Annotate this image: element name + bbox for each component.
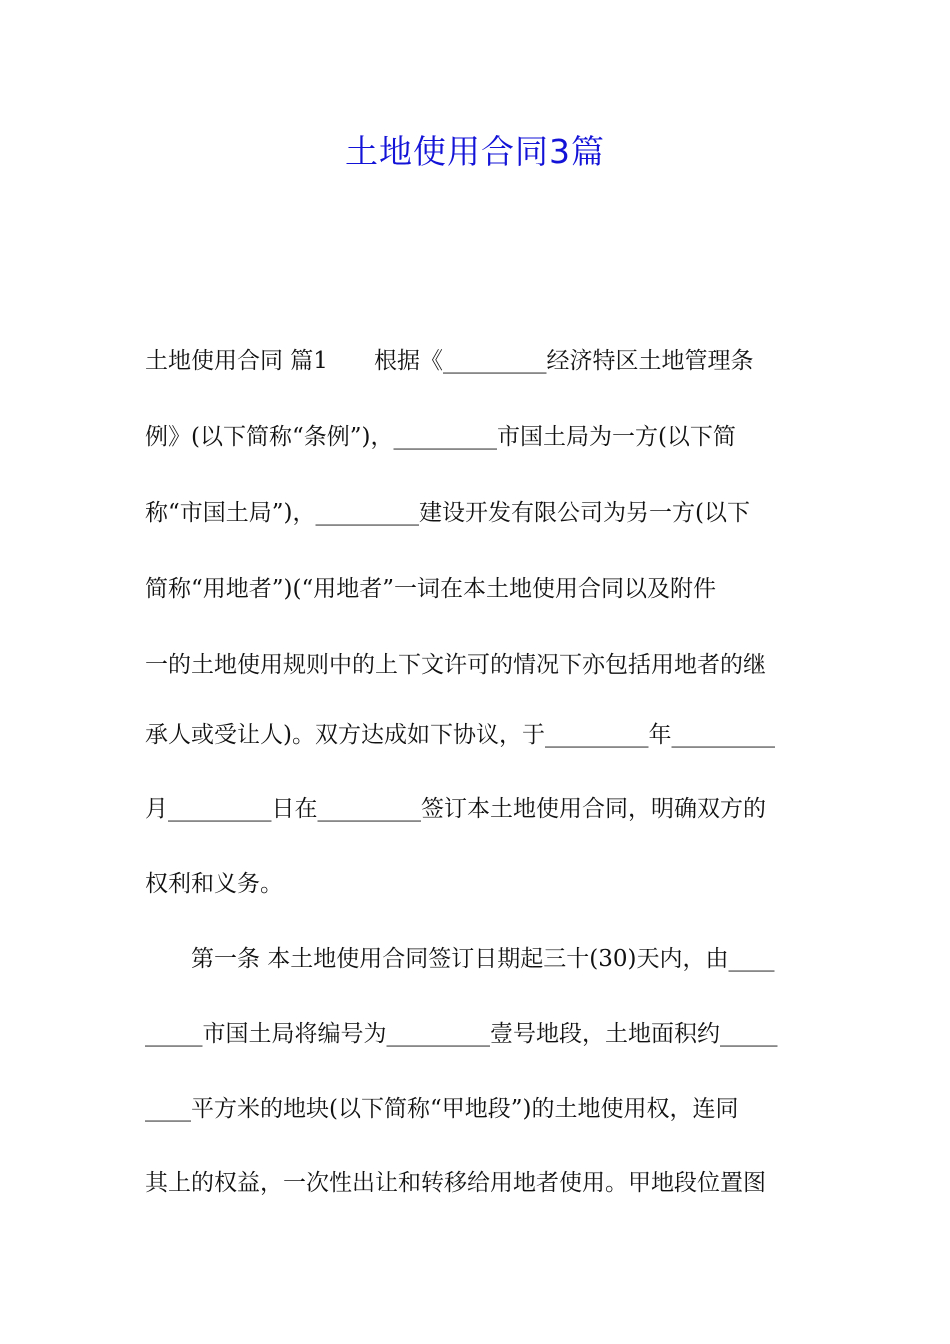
- body-line: 土地使用合同 篇1 根据《_________经济特区土地管理条: [145, 348, 754, 374]
- body-line: 月_________日在_________签订本土地使用合同，明确双方的: [145, 796, 766, 822]
- body-line: ____平方米的地块(以下简称“甲地段”)的土地使用权，连同: [145, 1096, 739, 1122]
- body-line: 权利和义务。: [145, 871, 283, 897]
- body-line: 第一条 本土地使用合同签订日期起三十(30)天内，由____: [145, 946, 775, 972]
- body-line: 承人或受让人)。双方达成如下协议，于_________年_________: [145, 722, 775, 748]
- body-line: 称“市国土局”)，_________建设开发有限公司为另一方(以下: [145, 500, 750, 526]
- body-line: 例》(以下简称“条例”)，_________市国土局为一方(以下简: [145, 424, 736, 450]
- document-title: 土地使用合同3篇: [345, 132, 605, 171]
- body-line: _____市国土局将编号为_________壹号地段，土地面积约_____: [145, 1021, 778, 1047]
- body-line: 其上的权益，一次性出让和转移给用地者使用。甲地段位置图: [145, 1170, 766, 1196]
- body-line: 一的土地使用规则中的上下文许可的情况下亦包括用地者的继: [145, 652, 766, 678]
- body-line: 简称“用地者”)(“用地者”一词在本土地使用合同以及附件: [145, 576, 716, 602]
